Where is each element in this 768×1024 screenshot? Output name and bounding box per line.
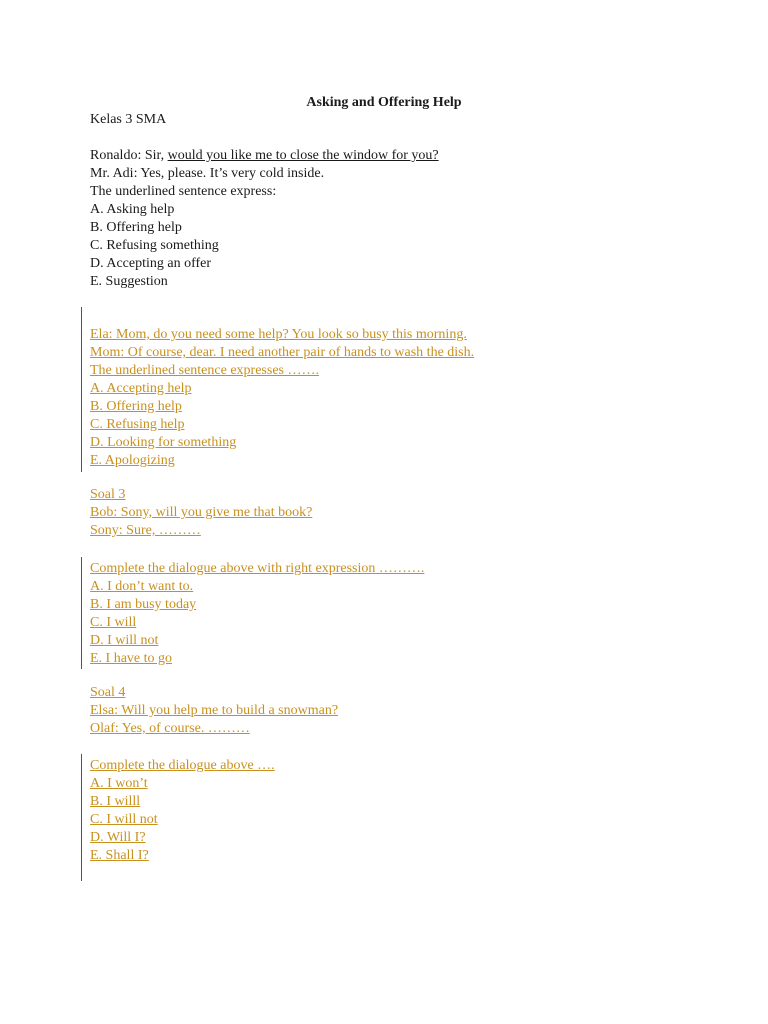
q2-question: The underlined sentence expresses …….	[90, 363, 319, 378]
q1-option-e: E. Suggestion	[90, 274, 168, 289]
q3-dialogue-line-1: Bob: Sony, will you give me that book?	[90, 505, 313, 520]
q2-option-c: C. Refusing help	[90, 417, 185, 432]
q4-dialogue-line-1: Elsa: Will you help me to build a snowman?	[90, 703, 339, 718]
q1-dialogue-line-2: Mr. Adi: Yes, please. It’s very cold inside.	[90, 166, 325, 181]
q3-heading: Soal 3	[90, 487, 126, 502]
class-line: Kelas 3 SMA	[90, 112, 167, 127]
q3-question: Complete the dialogue above with right expression ……….	[90, 561, 425, 576]
q2-option-e: E. Apologizing	[90, 453, 175, 468]
q1-question: The underlined sentence express:	[90, 184, 277, 199]
q2-option-b: B. Offering help	[90, 399, 182, 414]
q4-option-b: B. I willl	[90, 794, 141, 809]
q3-option-a: A. I don’t want to.	[90, 579, 194, 594]
question-1-block	[90, 111, 439, 291]
q3-option-e: E. I have to go	[90, 651, 173, 666]
change-bar-q2	[81, 307, 82, 472]
q1-dialogue-prefix: Ronaldo: Sir,	[90, 148, 168, 163]
q1-option-b: B. Offering help	[90, 220, 182, 235]
q4-option-e: E. Shall I?	[90, 848, 149, 863]
q2-option-d: D. Looking for something	[90, 435, 237, 450]
change-bar-q4	[81, 754, 82, 881]
q1-option-d: D. Accepting an offer	[90, 256, 212, 271]
question-4-options-block	[90, 757, 275, 865]
q3-option-d: D. I will not	[90, 633, 159, 648]
q3-option-b: B. I am busy today	[90, 597, 197, 612]
q4-option-c: C. I will not	[90, 812, 158, 827]
q4-heading: Soal 4	[90, 685, 126, 700]
question-3-dialogue-block	[90, 486, 312, 540]
q2-option-a: A. Accepting help	[90, 381, 192, 396]
question-2-block	[90, 326, 474, 470]
q4-option-a: A. I won’t	[90, 776, 148, 791]
q1-option-a: A. Asking help	[90, 202, 175, 217]
question-4-dialogue-block	[90, 684, 338, 738]
blank-line	[90, 129, 439, 147]
change-bar-q3	[81, 557, 82, 669]
q1-dialogue-line-1	[90, 147, 439, 165]
q4-dialogue-line-2: Olaf: Yes, of course. ………	[90, 721, 250, 736]
q3-dialogue-line-2: Sony: Sure, ………	[90, 523, 201, 538]
q4-option-d: D. Will I?	[90, 830, 146, 845]
question-3-options-block	[90, 560, 424, 668]
document-title: Asking and Offering Help	[306, 95, 462, 110]
q2-dialogue-line-1: Ela: Mom, do you need some help? You look so busy this morning.	[90, 327, 467, 342]
q2-dialogue-line-2: Mom: Of course, dear. I need another pair of hands to wash the dish.	[90, 345, 475, 360]
q3-option-c: C. I will	[90, 615, 137, 630]
q4-question: Complete the dialogue above ….	[90, 758, 275, 773]
q1-option-c: C. Refusing something	[90, 238, 219, 253]
q1-underlined-sentence: would you like me to close the window for you?	[167, 148, 439, 163]
